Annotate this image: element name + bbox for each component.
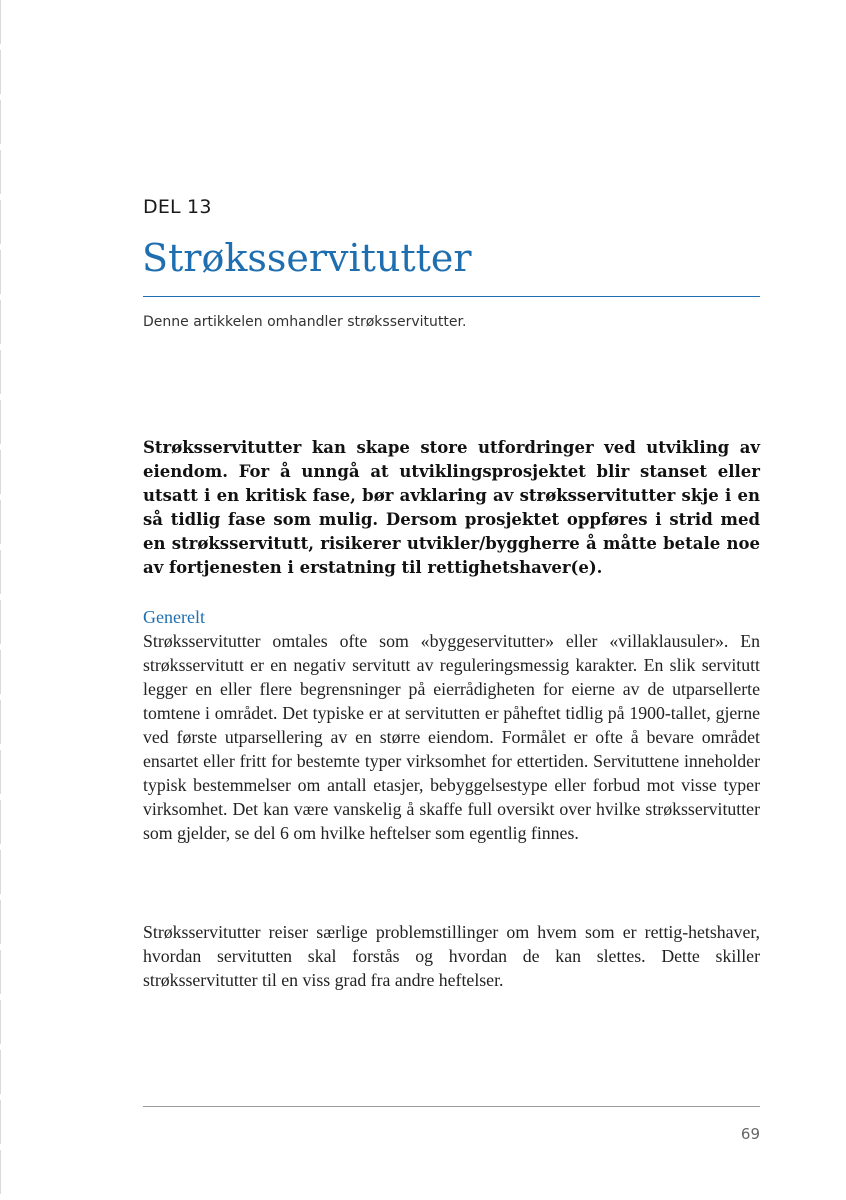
body-paragraph-1: Strøksservitutter omtales ofte som «byggeservitutter» eller «villaklausuler». En strøksservitutt er en negativ servitutt av reguleringsmessig karakter. En slik servitutt legger en eller flere begrensninger på eierrådigheten for eierne av de utparsellerte tomtene i området. Det typiske er at servitutten er påheftet tidlig på 1900-tallet, gjerne ved første utparsellering av en større eiendom. Formålet er ofte å bevare området ensartet eller fritt for bestemte typer virksomhet for ettertiden. Servituttene inneholder typisk bestemmelser om antall etasjer, bebyggelsestype eller forbud mot visse typer virksomhet. Det kan være vanskelig å skaffe full oversikt over hvilke strøksservitutter som gjelder, se del 6 om hvilke heftelser som egentlig finnes. [143, 631, 760, 843]
section-heading-generelt: Generelt [143, 607, 205, 627]
page-title: Strøksservitutter [142, 236, 472, 280]
page-subtitle: Denne artikkelen omhandler strøksservitutter. [143, 314, 467, 330]
page-edge-marks [0, 0, 1, 1200]
body-paragraph-2: Strøksservitutter reiser særlige problemstillinger om hvem som er rettig-hetshaver, hvordan servitutten skal forstås og hvordan de kan slettes. Dette skiller strøksservitutter til en viss grad fra andre heftelser. [143, 922, 760, 990]
title-divider [143, 296, 760, 297]
footer-divider [143, 1106, 760, 1107]
section-label: DEL 13 [143, 196, 212, 218]
intro-paragraph: Strøksservitutter kan skape store utfordringer ved utvikling av eiendom. For å unngå at utviklingsprosjektet blir stanset eller utsatt i en kritisk fase, bør avklaring av strøksservitutter skje i en så tidlig fase som mulig. Dersom prosjektet oppføres i strid med en strøksservitutt, risikerer utvikler/byggherre å måtte betale noe av fortjenesten i erstatning til rettighetshaver(e). [143, 438, 760, 577]
page-number: 69 [740, 1125, 760, 1143]
